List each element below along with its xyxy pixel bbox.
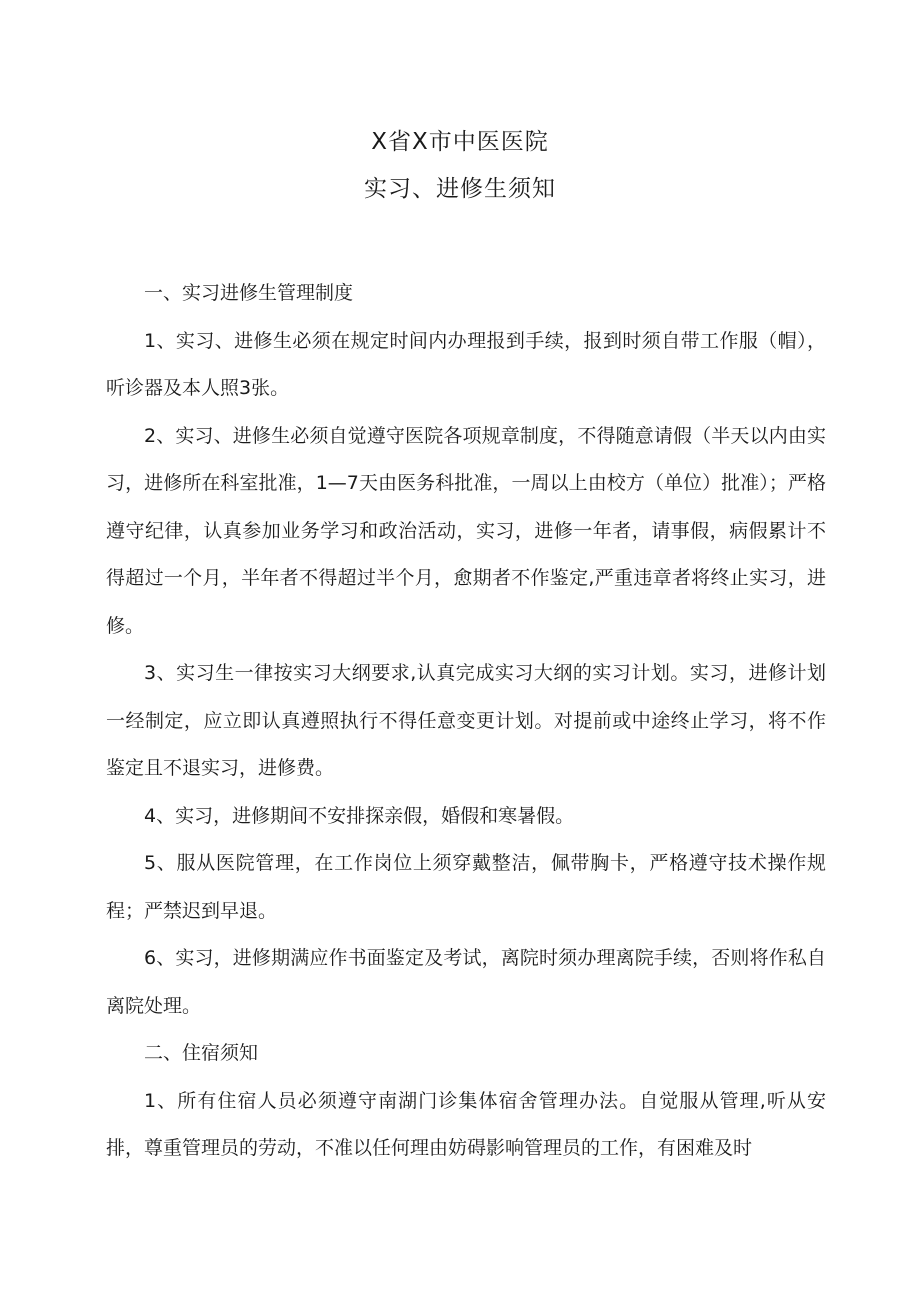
document-title: 实习、进修生须知 (364, 176, 556, 202)
rule-paragraph-6: 6、实习，进修期满应作书面鉴定及考试，离院时须办理离院手续，否则将作私自离院处理。 (106, 947, 826, 1017)
rule-paragraph-5: 5、服从医院管理，在工作岗位上须穿戴整洁，佩带胸卡，严格遵守技术操作规程；严禁迟到早退。 (106, 852, 826, 922)
rule-paragraph-4: 4、实习，进修期间不安排探亲假，婚假和寒暑假。 (144, 804, 575, 827)
section-heading-housing: 二、住宿须知 (144, 1042, 259, 1064)
rule-paragraph-1: 1、实习、进修生必须在规定时间内办理报到手续，报到时须自带工作服（帽），听诊器及本人照3张。 (106, 329, 826, 399)
housing-paragraph-1: 1、所有住宿人员必须遵守南湖门诊集体宿舍管理办法。自觉服从管理,听从安排，尊重管理员的劳动，不准以任何理由妨碍影响管理员的工作，有困难及时 (106, 1089, 826, 1159)
rule-paragraph-3: 3、实习生一律按实习大纲要求,认真完成实习大纲的实习计划。实习，进修计划一经制定，应立即认真遵照执行不得任意变更计划。对提前或中途终止学习，将不作鉴定且不退实习，进修费。 (106, 662, 826, 779)
hospital-title: X省X市中医医院 (371, 129, 549, 155)
rule-paragraph-2: 2、实习、进修生必须自觉遵守医院各项规章制度，不得随意请假（半天以内由实习，进修所在科室批准，1—7天由医务科批准，一周以上由校方（单位）批准）；严格遵守纪律，认真参加业务学习和政治活动，实习，进修一年者，请事假，病假累计不得超过一个月，半年者不得超过半个月，愈期者不作鉴定,严重违章者将终止实习，进修。 (106, 424, 826, 637)
document-body (106, 270, 826, 1173)
section-heading-management: 一、实习进修生管理制度 (144, 282, 354, 304)
